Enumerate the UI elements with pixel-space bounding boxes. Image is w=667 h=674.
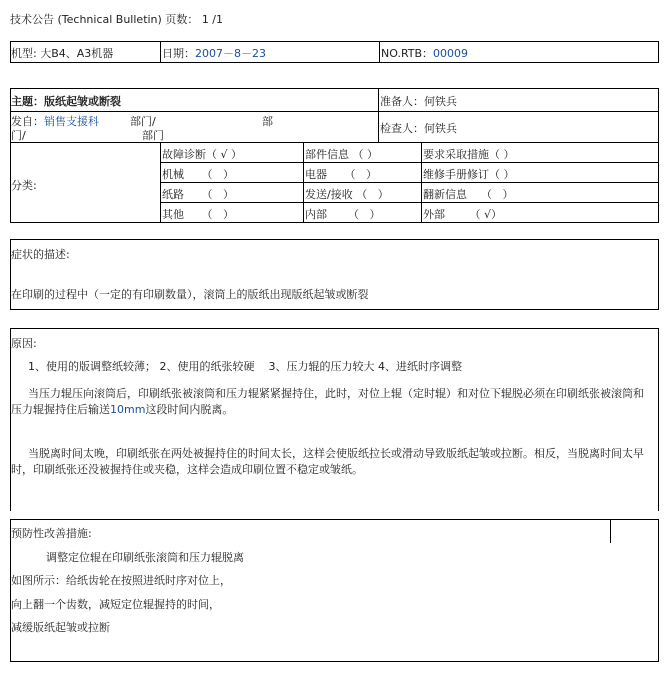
class-internal: 内部 （ ） xyxy=(305,208,381,221)
divider xyxy=(160,41,161,63)
checker: 检查人：何铁兵 xyxy=(380,122,457,135)
cause-paragraph-1 xyxy=(11,386,653,418)
dept-1: 部门/ xyxy=(130,115,156,128)
date-value: 2007－8－23 xyxy=(195,47,266,60)
cause-heading: 原因: xyxy=(11,337,37,350)
cause-paragraph-2: 当脱离时间太晚，印刷纸张在两处被握持住的时间太长，这样会使版纸拉长或滑动导致版纸起皱或拉断。相反，当脱离时间太早时，印刷纸张还没被握持住或夹稳，这样会造成印刷位置不稳定或皱纸。 xyxy=(11,447,644,476)
prevention-line-1: 调整定位辊在印刷纸张滚筒和压力辊脱离 xyxy=(46,551,244,564)
issuer-value: 销售支援科 xyxy=(44,115,99,128)
class-parts-info: 部件信息 （ ） xyxy=(305,148,378,161)
symptom-heading: 症状的描述: xyxy=(11,248,70,261)
date-label: 日期： xyxy=(162,47,195,60)
divider xyxy=(378,88,379,142)
divider xyxy=(610,519,611,543)
divider xyxy=(10,111,659,112)
dept-4: 部门 xyxy=(142,129,164,142)
symptom-text: 在印刷的过程中（一定的有印刷数量），滚筒上的版纸出现版纸起皱或断裂 xyxy=(11,288,369,301)
prevention-line-2: 如图所示：给纸齿轮在按照进纸时序对位上， xyxy=(11,574,231,587)
class-mechanical: 机械 （ ） xyxy=(162,168,234,181)
class-manual-revision: 维修手册修订（ ） xyxy=(423,168,515,181)
divider xyxy=(379,41,380,63)
subject-title: 主题：版纸起皱或断裂 xyxy=(11,95,121,108)
divider xyxy=(160,162,659,163)
divider xyxy=(160,202,659,203)
class-action-required: 要求采取措施（ ） xyxy=(423,148,515,161)
class-paper-path: 纸路 （ ） xyxy=(162,188,234,201)
prevention-section xyxy=(10,519,659,662)
cause-paragraph-1-text: 当压力辊压向滚筒后，印刷纸张被滚筒和压力辊紧紧握持住，此时，对位上辊（定时辊）和对位下辊脱必须在印刷纸张被滚筒和压力辊握持住后输送 xyxy=(11,387,644,416)
prevention-line-3: 向上翻一个齿数，减短定位辊握持的时间， xyxy=(11,598,220,611)
dept-2: 部 xyxy=(262,115,273,128)
class-fault-diagnosis: 故障诊断（ √ ） xyxy=(162,148,243,161)
class-send-receive: 发送/接收 （ ） xyxy=(305,188,389,201)
no-label: NO.RTB： xyxy=(381,47,434,60)
prevention-line-4: 减缓版纸起皱或拉断 xyxy=(11,621,110,634)
divider xyxy=(160,182,659,183)
no-value: 00009 xyxy=(433,47,469,60)
preparer: 准备人：何铁兵 xyxy=(380,95,457,108)
class-external: 外部 （ √） xyxy=(423,208,502,221)
cause-paragraph-1-measure: 10mm xyxy=(110,403,146,416)
cause-list: 1、使用的版调整纸较薄； 2、使用的纸张较硬 3、压力辊的压力较大 4、进纸时序调整 xyxy=(28,360,462,373)
class-other: 其他 （ ） xyxy=(162,208,234,221)
classification-label: 分类: xyxy=(11,179,37,192)
model-field: 机型: 大B4、A3机器 xyxy=(11,47,114,60)
issuer-label: 发自： xyxy=(11,115,44,128)
cause-paragraph-1-end: 这段时间内脱离。 xyxy=(145,403,234,416)
bulletin-title: 技术公告 (Technical Bulletin) 页数： 1 /1 xyxy=(10,13,224,26)
class-electrical: 电器 （ ） xyxy=(305,168,377,181)
divider xyxy=(10,142,659,143)
cause-section xyxy=(10,328,659,511)
prevention-heading: 预防性改善措施: xyxy=(11,527,92,540)
dept-3: 门/ xyxy=(11,129,26,142)
class-refurbish-info: 翻新信息 （ ） xyxy=(423,188,514,201)
